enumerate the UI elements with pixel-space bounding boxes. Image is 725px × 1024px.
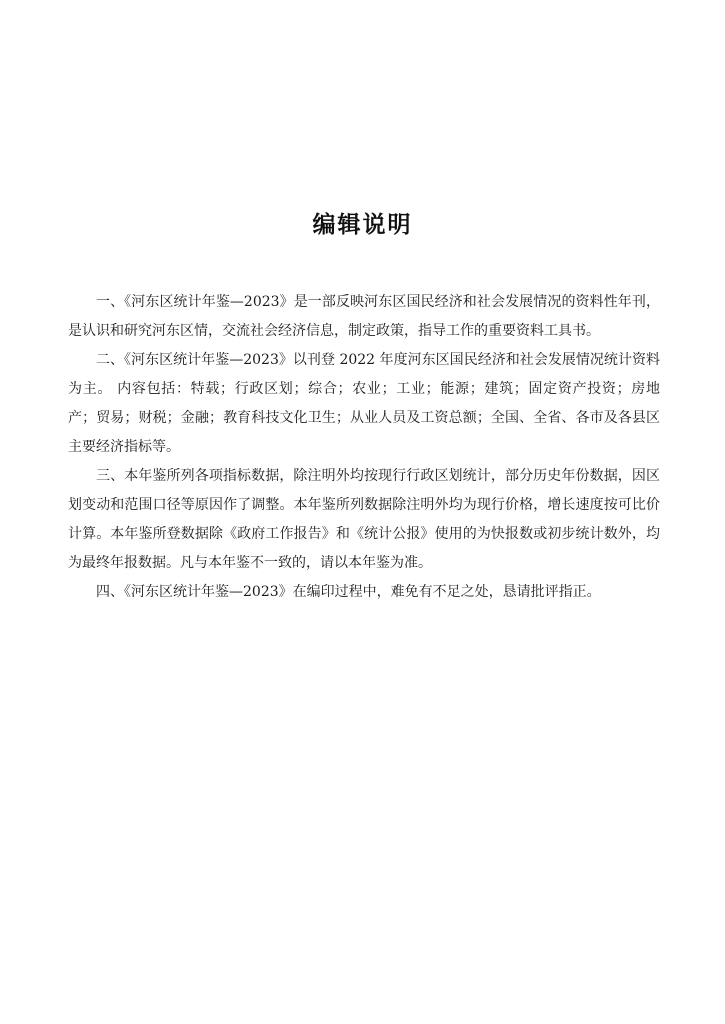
paragraph-1: 一、《河东区统计年鉴—2023》是一部反映河东区国民经济和社会发展情况的资料性年刊，是认识和研究河东区情，交流社会经济信息，制定政策，指导工作的重要资料工具书。 <box>68 294 660 339</box>
document-body <box>68 288 660 607</box>
page-title: 编辑说明 <box>312 212 413 238</box>
paragraph-3: 三、本年鉴所列各项指标数据，除注明外均按现行行政区划统计，部分历史年份数据，因区划变动和范围口径等原因作了调整。本年鉴所列数据除注明外均为现行价格，增长速度按可比价计算。本年鉴所登数据除《政府工作报告》和《统计公报》使用的为快报数或初步统计数外，均为最终年报数据。凡与本年鉴不一致的，请以本年鉴为准。 <box>68 468 660 571</box>
paragraph-2: 二、《河东区统计年鉴—2023》以刊登 2022 年度河东区国民经济和社会发展情况统计资料为主。 内容包括：特载；行政区划；综合；农业；工业；能源；建筑；固定资产投资；房地产；贸易；财税；金融；教育科技文化卫生；从业人员及工资总额；全国、全省、各市及各县区主要经济指标等。 <box>68 352 660 455</box>
paragraph-4: 四、《河东区统计年鉴—2023》在编印过程中，难免有不足之处，恳请批评指正。 <box>96 584 601 600</box>
